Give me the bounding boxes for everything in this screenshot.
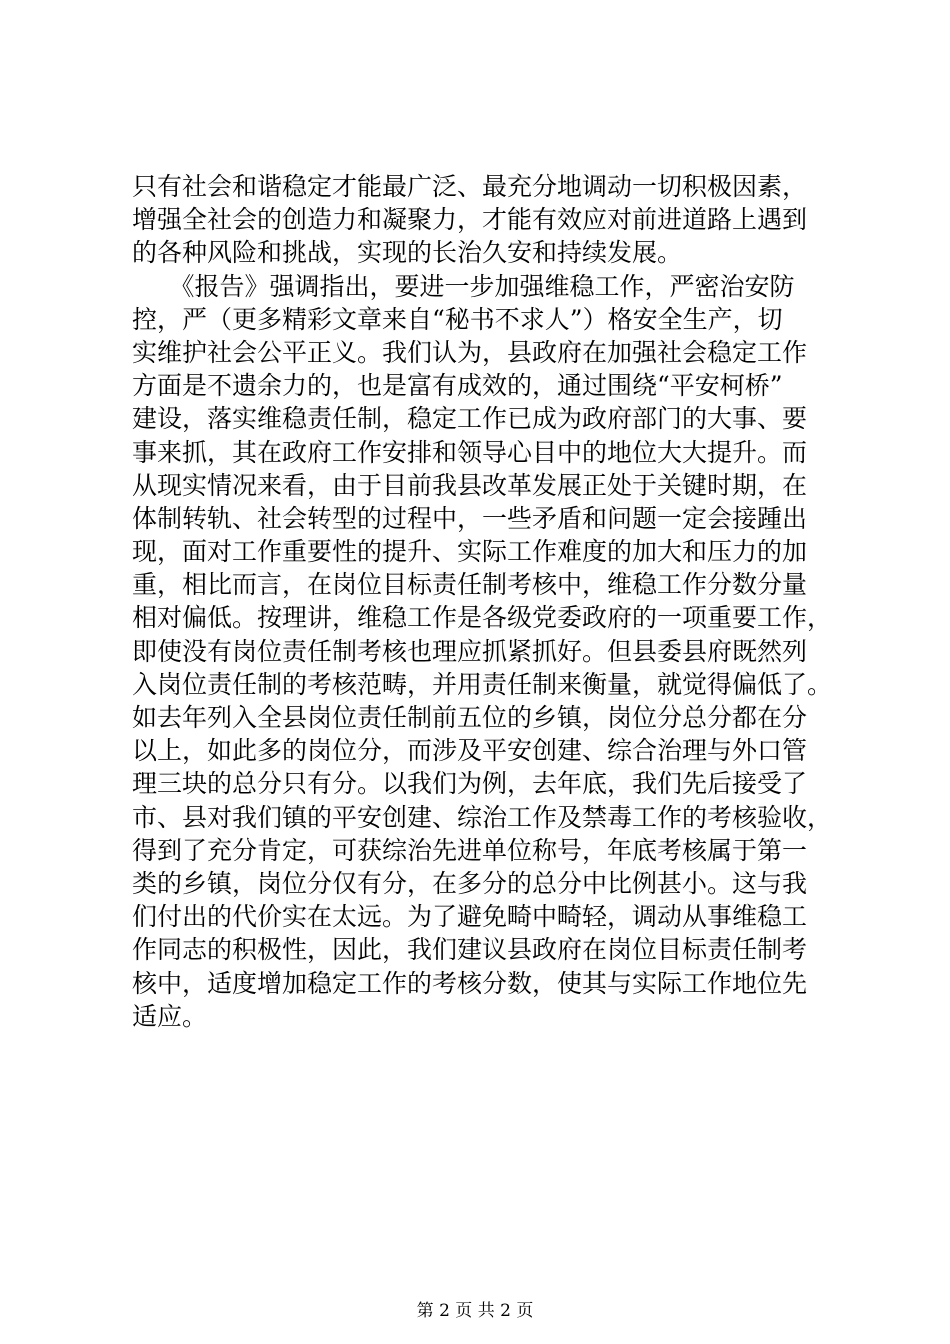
text-line: 们付出的代价实在太远。为了避免畸中畸轻，调动从事维稳工 (132, 902, 808, 932)
text-line: 增强全社会的创造力和凝聚力，才能有效应对前进道路上遇到 (132, 205, 808, 235)
text-line: 事来抓，其在政府工作安排和领导心目中的地位大大提升。而 (132, 437, 808, 467)
text-line: 类的乡镇，岗位分仅有分，在多分的总分中比例甚小。这与我 (132, 868, 808, 898)
text-line: 得到了充分肯定，可获综治先进单位称号，年底考核属于第一 (132, 835, 808, 865)
text-line: 作同志的积极性，因此，我们建议县政府在岗位目标责任制考 (132, 935, 808, 965)
text-line: 以上，如此多的岗位分，而涉及平安创建、综合治理与外口管 (132, 736, 808, 766)
text-line: 相对偏低。按理讲，维稳工作是各级党委政府的一项重要工作， (132, 603, 833, 633)
text-line: 重，相比而言，在岗位目标责任制考核中，维稳工作分数分量 (132, 570, 808, 600)
text-line: 体制转轨、社会转型的过程中，一些矛盾和问题一定会接踵出 (132, 503, 808, 533)
text-line: 如去年列入全县岗位责任制前五位的乡镇，岗位分总分都在分 (132, 703, 808, 732)
text-line: 从现实情况来看，由于目前我县改革发展正处于关键时期，在 (132, 470, 808, 500)
text-line: 即使没有岗位责任制考核也理应抓紧抓好。但县委县府既然列 (132, 636, 808, 666)
text-line: 只有社会和谐稳定才能最广泛、最充分地调动一切积极因素， (132, 172, 808, 201)
text-line: 建设，落实维稳责任制，稳定工作已成为政府部门的大事、要 (132, 404, 808, 434)
text-line: 控，严（更多精彩文章来自“秘书不求人”）格安全生产，切 (132, 304, 783, 334)
text-line: 《报告》强调指出，要进一步加强维稳工作，严密治安防 (132, 271, 795, 301)
text-line: 方面是不遗余力的，也是富有成效的，通过围绕“平安柯桥” (132, 371, 783, 401)
text-line: 理三块的总分只有分。以我们为例，去年底，我们先后接受了 (132, 769, 808, 799)
text-line: 市、县对我们镇的平安创建、综治工作及禁毒工作的考核验收， (132, 802, 833, 832)
text-line: 现，面对工作重要性的提升、实际工作难度的加大和压力的加 (132, 537, 808, 567)
body-text (132, 170, 852, 1033)
page-number-footer: 第 2 页 共 2 页 (416, 1301, 534, 1321)
text-line: 实维护社会公平正义。我们认为，县政府在加强社会稳定工作 (132, 337, 808, 367)
text-line: 入岗位责任制的考核范畴，并用责任制来衡量，就觉得偏低了。 (132, 669, 833, 699)
text-line: 适应。 (132, 1001, 208, 1031)
text-line: 的各种风险和挑战，实现的长治久安和持续发展。 (132, 238, 683, 268)
text-line: 核中，适度增加稳定工作的考核分数，使其与实际工作地位先 (132, 968, 808, 998)
